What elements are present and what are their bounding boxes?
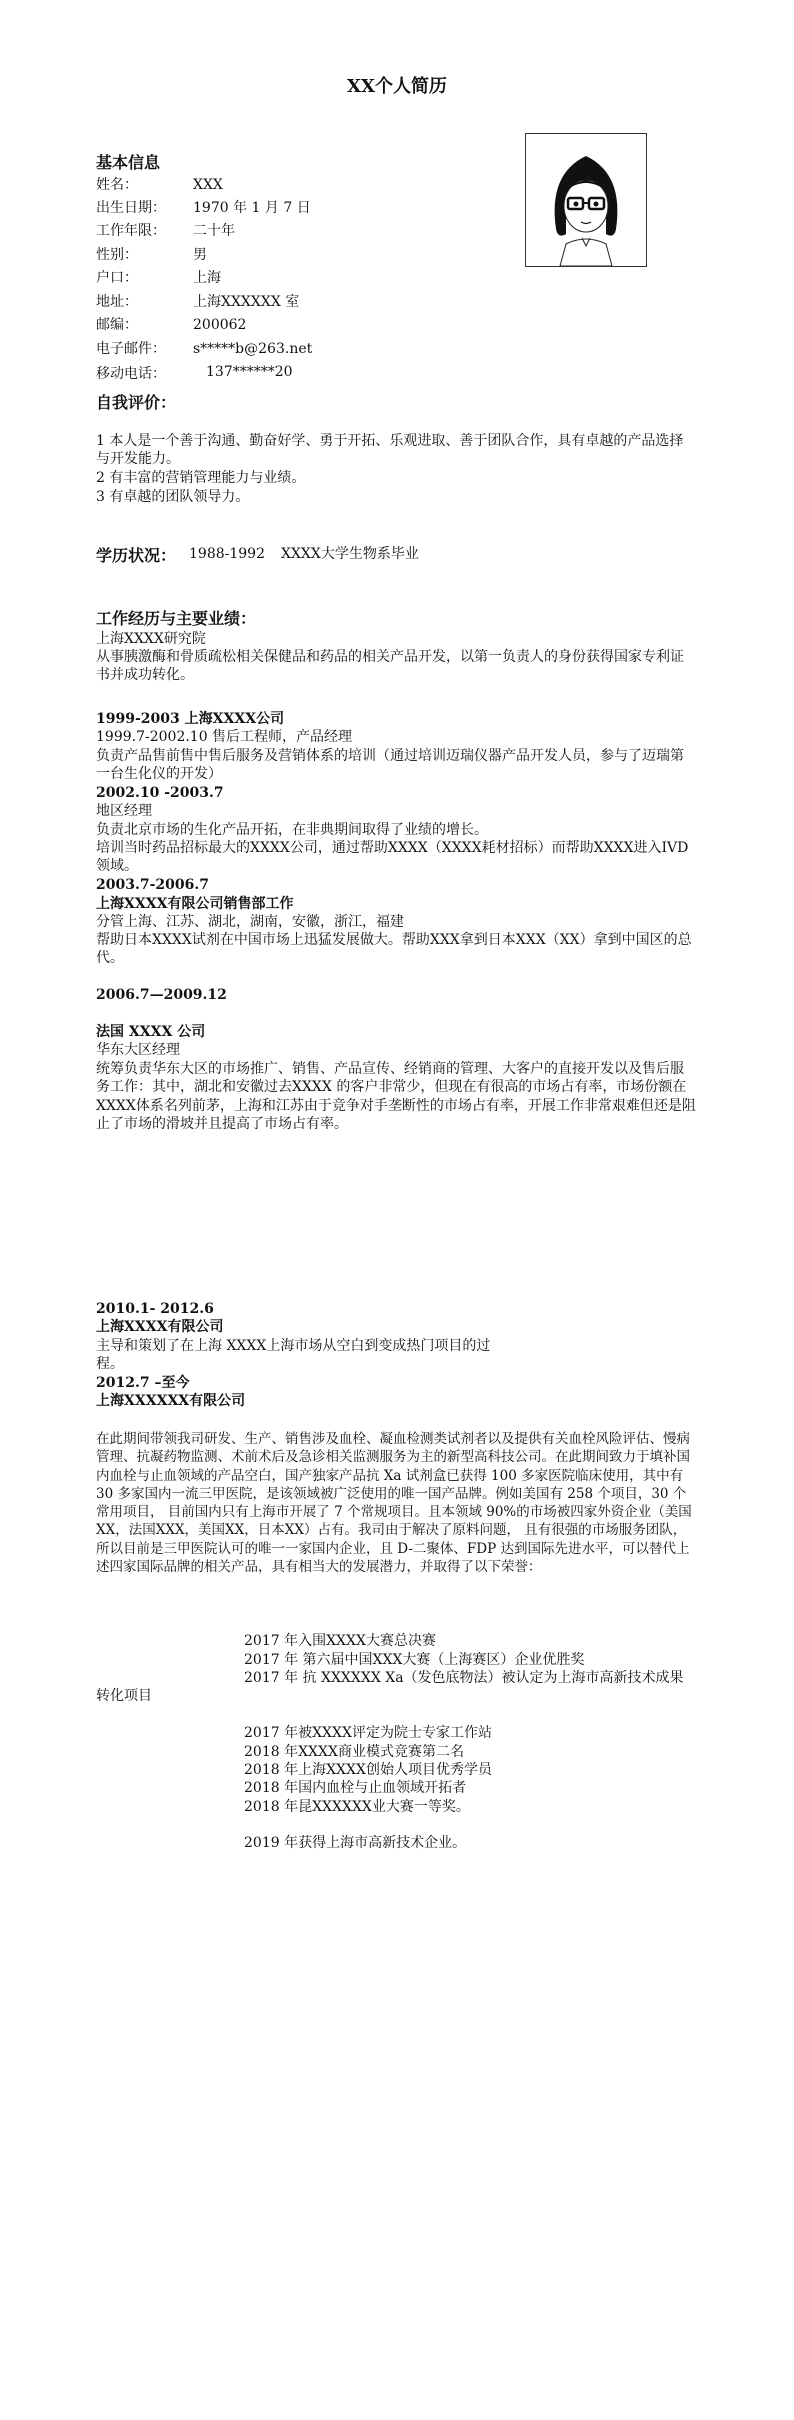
hukou-label: 户口：: [96, 270, 138, 286]
education-school: XXXX大学生物系毕业: [281, 546, 419, 562]
gender-label: 性别：: [96, 247, 138, 263]
birthdate-value: 1970 年 1 月 7 日: [193, 200, 311, 216]
honor-item: 2019 年获得上海市高新技术企业。: [244, 1835, 467, 1851]
mobile-label: 移动电话：: [96, 366, 166, 382]
work-line: 分管上海、江苏、湖北，湖南，安徽，浙江，福建: [96, 914, 404, 930]
self-eval-heading: 自我评价：: [96, 393, 177, 412]
work-line: 华东大区经理: [96, 1042, 180, 1058]
work-line-bold: 上海XXXX有限公司: [96, 1319, 224, 1335]
name-value: XXX: [193, 177, 223, 193]
honor-item: 2018 年国内血栓与止血领域开拓者: [244, 1780, 467, 1796]
work-line-bold: 2012.7 –至今: [96, 1375, 190, 1391]
work-line: 1999.7-2002.10 售后工程师，产品经理: [96, 729, 353, 745]
email-value[interactable]: s*****b@263.net: [193, 341, 313, 357]
self-eval-item: 1 本人是一个善于沟通、勤奋好学、勇于开拓、乐观进取、善于团队合作，具有卓越的产品选择与开发能力。: [96, 433, 684, 468]
honor-item: 2017 年 抗 XXXXXX Xa（发色底物法）被认定为上海市高新技术成果转化项目: [96, 1670, 684, 1705]
name-label: 姓名：: [96, 177, 138, 193]
postcode-value: 200062: [193, 317, 247, 333]
work-line-bold: 2003.7-2006.7: [96, 877, 209, 893]
work-line: 帮助日本XXXX试剂在中国市场上迅猛发展做大。帮助XXX拿到日本XXX（XX）拿到中国区的总代。: [96, 932, 692, 967]
work-line-bold: 2006.7—2009.12: [96, 987, 227, 1003]
email-label: 电子邮件：: [96, 341, 166, 357]
address-value: 上海XXXXXX 室: [193, 294, 300, 310]
profile-photo: [525, 133, 647, 267]
work-line: 统筹负责华东大区的市场推广、销售、产品宣传、经销商的管理、大客户的直接开发以及售后服务工作：其中，湖北和安徽过去XXXX 的客户非常少，但现在有很高的市场占有率，市场份额在XXXX体系名列前茅，上海和江苏由于竞争对手垄断性的市场占有率，开展工作非常艰难但还是阻止了市场的滑坡并且提高了市场占有率。: [96, 1061, 696, 1132]
work-line: 在此期间带领我司研发、生产、销售涉及血栓、凝血检测类试剂者以及提供有关血栓风险评估、慢病管理、抗凝药物监测、术前术后及急诊相关监测服务为主的新型高科技公司。在此期间致力于填补国内血栓与止血领域的产品空白，国产独家产品抗 Xa 试剂盒已获得 100 多家医院临床使用，其中有 30 多家国内一流三甲医院，是该领域被广泛使用的唯一国产品牌。例如美国有 258 个项目，30 个常用项目， 目前国内只有上海市开展了 7 个常规项目。且本领域 90%的市场被四家外资企业（美国XX，法国XXX，美国XX，日本XX）占有。我司由于解决了原料问题， 且有很强的市场服务团队，所以目前是三甲医院认可的唯一一家国内企业，且 D-二聚体、FDP 达到国际先进水平，可以替代上述四家国际品牌的相关产品，具有相当大的发展潜力，并取得了以下荣誉：: [96, 1431, 692, 1576]
work-line: 培训当时药品招标最大的XXXX公司，通过帮助XXXX（XXXX耗材招标）而帮助XXXX进入IVD 领域。: [96, 840, 689, 875]
work-line-bold: 2010.1- 2012.6: [96, 1301, 214, 1317]
work-line-bold: 1999-2003 上海XXXX公司: [96, 711, 285, 727]
hukou-value: 上海: [193, 270, 221, 286]
work-line-bold: 上海XXXXXX有限公司: [96, 1393, 246, 1409]
avatar-drawing: [526, 134, 646, 266]
work-line: 上海XXXX研究院: [96, 631, 206, 647]
mobile-value: 137******20: [206, 364, 293, 380]
honor-item: 2018 年昆XXXXXX业大赛一等奖。: [244, 1799, 470, 1815]
work-heading: 工作经历与主要业绩：: [96, 609, 257, 628]
honor-item: 2018 年上海XXXX创始人项目优秀学员: [244, 1762, 492, 1778]
work-years-label: 工作年限：: [96, 223, 166, 239]
basic-info-heading: 基本信息: [96, 153, 161, 172]
work-years-value: 二十年: [193, 223, 235, 239]
work-line: 负责北京市场的生化产品开拓，在非典期间取得了业绩的增长。: [96, 822, 488, 838]
work-line: 从事胰激酶和骨质疏松相关保健品和药品的相关产品开发，以第一负责人的身份获得国家专利证书并成功转化。: [96, 649, 684, 684]
page-title: XX个人简历: [347, 76, 447, 97]
work-line: 主导和策划了在上海 XXXX上海市场从空白到变成热门项目的过程。: [96, 1338, 491, 1373]
work-line: 地区经理: [96, 803, 152, 819]
honor-item: 2018 年XXXX商业模式竞赛第二名: [244, 1744, 464, 1760]
honor-item: 2017 年 第六届中国XXX大赛（上海赛区）企业优胜奖: [244, 1652, 585, 1668]
work-line-bold: 上海XXXX有限公司销售部工作: [96, 896, 294, 912]
work-line: 负责产品售前售中售后服务及营销体系的培训（通过培训迈瑞仪器产品开发人员，参与了迈瑞第一台生化仪的开发）: [96, 748, 684, 783]
honor-item: 2017 年被XXXX评定为院士专家工作站: [244, 1725, 492, 1741]
work-line-bold: 法国 XXXX 公司: [96, 1024, 206, 1040]
self-eval-item: 2 有丰富的营销管理能力与业绩。: [96, 470, 306, 486]
postcode-label: 邮编：: [96, 317, 138, 333]
birthdate-label: 出生日期：: [96, 200, 166, 216]
work-line-bold: 2002.10 -2003.7: [96, 785, 224, 801]
education-heading: 学历状况：: [96, 546, 177, 565]
address-label: 地址：: [96, 294, 138, 310]
education-period: 1988-1992: [189, 546, 265, 562]
gender-value: 男: [193, 247, 207, 263]
self-eval-item: 3 有卓越的团队领导力。: [96, 489, 250, 505]
honor-item: 2017 年入围XXXX大赛总决赛: [244, 1633, 436, 1649]
